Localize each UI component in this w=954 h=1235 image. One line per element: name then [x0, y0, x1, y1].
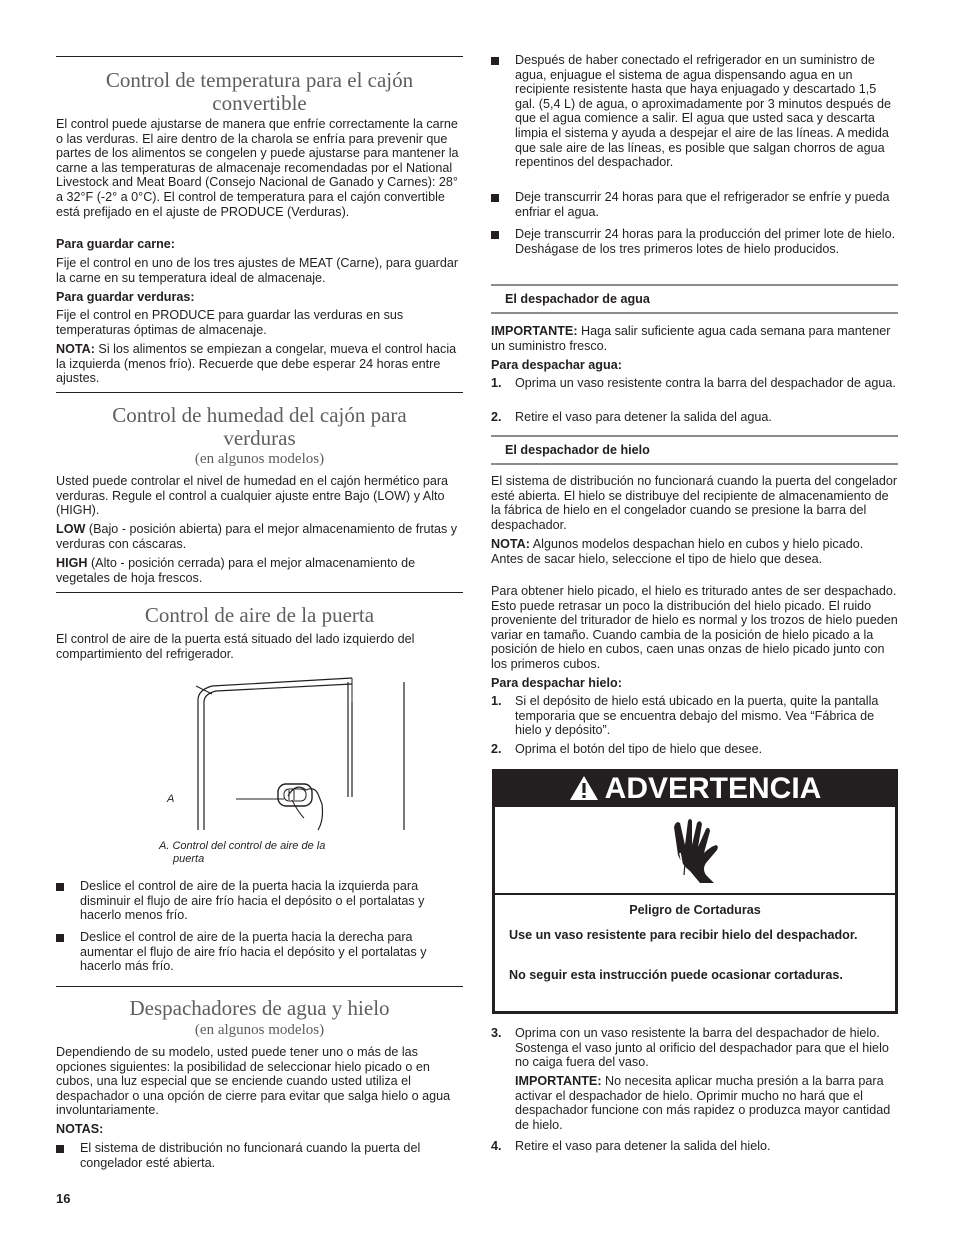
list-item: Deje transcurrir 24 horas para la producción del primer lote de hielo. Deshágase de los tres primeros lotes de hielo producidos. — [491, 227, 898, 256]
section-title-door-air: Control de aire de la puerta — [144, 603, 375, 627]
title-line: verduras — [223, 425, 296, 450]
list-item: Después de haber conectado el refrigerador en un suministro de agua, enjuague el sistema de agua dispensando agua en un recipiente resistente hasta que haya enjuagado y descartado 1,5 gal. (5,4 L) de agua, o aproximadamente por 3 minutos después de que el agua comience a salir. El agua que usted saca y descarta limpia el sistema y ayuda a despejar el aire de las líneas. A medida que sale aire de las líneas, es posible que salgan chorros de agua repentinos del despachador. — [491, 53, 898, 170]
notes-heading: NOTAS: — [56, 1122, 104, 1136]
bullet-icon — [491, 57, 499, 65]
veg-heading: Para guardar verduras: — [56, 290, 195, 304]
important-text: No necesita aplicar mucha presión a la barra para activar el despachador de hielo. Oprimir mucho no hará que el despachador funcione con más rapidez o produzca mayor cantidad de hielo. — [515, 1074, 891, 1132]
high-label: HIGH — [56, 556, 88, 570]
humidity-intro: Usted puede controlar el nivel de humedad en el cajón hermético para verduras. Regule el control a cualquier ajuste entre Bajo (LOW) y Alto (HIGH). — [56, 474, 449, 518]
important-text: Haga salir suficiente agua cada semana para mantener un suministro fresco. — [491, 324, 891, 353]
list-item: Deslice el control de aire de la puerta hacia la izquierda para disminuir el flujo de aire frío hacia el depósito o el portalatas y hacerlo menos frío. — [56, 879, 463, 923]
bullet-icon — [56, 1145, 64, 1153]
warning-triangle-icon — [569, 775, 599, 801]
veg-text: Fije el control en PRODUCE para guardar las verduras en sus temperaturas óptimas de almacenaje. — [56, 308, 404, 337]
caption-line: puerta — [173, 852, 205, 865]
page-number: 16 — [56, 1191, 71, 1206]
humidity-subtitle: (en algunos modelos) — [194, 451, 325, 467]
hazard-label: Peligro de Cortaduras — [629, 903, 761, 917]
bullet-icon — [491, 194, 499, 202]
water-important — [491, 324, 898, 353]
water-dispense-heading: Para despachar agua: — [491, 358, 622, 372]
ice-note — [491, 537, 898, 566]
dispensers-subtitle: (en algunos modelos) — [194, 1022, 325, 1038]
note-text: Algunos modelos despachan hielo en cubos y hielo picado. Antes de sacar hielo, seleccione el tipo de hielo que desea. — [491, 537, 864, 566]
subsection-bar-ice — [491, 435, 898, 465]
list-item: 2. Oprima el botón del tipo de hielo que desee. — [491, 742, 763, 756]
important-label: IMPORTANTE: — [515, 1074, 602, 1088]
section-rule — [56, 56, 463, 57]
subsection-bar-water — [491, 284, 898, 314]
list-item: 1. Oprima un vaso resistente contra la barra del despachador de agua. — [491, 376, 896, 390]
section-rule — [56, 592, 463, 593]
step3-important — [515, 1074, 898, 1132]
note-label: NOTA: — [491, 537, 530, 551]
list-item: El sistema de distribución no funcionará cuando la puerta del congelador esté abierta. — [56, 1141, 463, 1170]
note-text: Si los alimentos se empiezan a congelar, mueva el control hacia la izquierda (menos frío). Recuerde que debe esperar 24 horas entre ajustes. — [56, 342, 457, 386]
bullet-icon — [491, 231, 499, 239]
warning-text-area — [495, 895, 895, 1011]
ice-dispense-heading: Para despachar hielo: — [491, 676, 622, 690]
door-air-control-illustration — [156, 672, 416, 832]
title-line: Control de humedad del cajón para — [112, 403, 407, 427]
section-rule — [56, 986, 463, 987]
temperature-note — [56, 342, 463, 386]
low-text: (Bajo - posición abierta) para el mejor almacenamiento de frutas y verduras con cáscaras. — [56, 522, 458, 551]
dispensers-intro: Dependiendo de su modelo, usted puede tener uno o más de las opciones siguientes: la posibilidad de seleccionar hielo picado o en cubos, una luz especial que se enciende cuando usted utiliza el despachador o una opción de cierre para evitar que salga hielo o agua involuntariamente. — [56, 1045, 451, 1118]
warning-title: ADVERTENCIA — [492, 769, 898, 807]
low-label: LOW — [56, 522, 86, 536]
temperature-intro: El control puede ajustarse de manera que enfríe correctamente la carne o las verduras. El aire dentro de la charola se enfría para prevenir que partes de los alimentos se congelen y puede ajustarse para mantener la carne a las temperaturas de almacenaje recomendadas por el National Livestock and Meat Board (Consejo Nacional de Ganado y Carnes): 28° a 32°F (-2° a 0°C). El control de temperatura para el cajón convertible está prefijado en el ajuste de PRODUCE (Verduras). — [56, 117, 459, 219]
figure-caption — [159, 840, 325, 865]
section-title-dispensers: Despachadores de agua y hielo — [129, 996, 390, 1020]
warning-image-area — [495, 807, 895, 893]
list-item: 1. Si el depósito de hielo está ubicado en la puerta, quite la pantalla temporaria que se encuentra debajo del mismo. Vea “Fábrica de hielo y depósito”. — [491, 694, 879, 738]
important-label: IMPORTANTE: — [491, 324, 578, 338]
figure-label: A — [167, 793, 175, 805]
meat-text: Fije el control en uno de los tres ajustes de MEAT (Carne), para guardar la carne en su temperatura ideal de almacenaje. — [56, 256, 459, 285]
warning-instruction: Use un vaso resistente para recibir hielo del despachador. — [509, 928, 858, 942]
water-heading: El despachador de agua — [505, 292, 650, 306]
ice-heading: El despachador de hielo — [505, 443, 650, 457]
cut-hand-icon — [660, 815, 730, 885]
list-item: 4. Retire el vaso para detener la salida del hielo. — [491, 1139, 771, 1153]
ice-crushed-text: Para obtener hielo picado, el hielo es triturado antes de ser despachado. Esto puede retrasar un poco la distribución del hielo picado. El ruido proveniente del triturador de hielo es normal y los trozos de hielo pueden variar en tamaño. Cuando cambia de la posición de hielo picado a la posición de hielo en cubos, caen unas onzas de hielo picado junto con los primeros cubos. — [491, 584, 898, 671]
ice-intro: El sistema de distribución no funcionará cuando la puerta del congelador esté abierta. El hielo se distribuye del recipiente de almacenamiento de la fábrica de hielo en el congelador cuando se presione la barra del despachador. — [491, 474, 898, 532]
humidity-low — [56, 522, 463, 551]
humidity-high — [56, 556, 463, 585]
section-rule — [56, 392, 463, 393]
list-item: Deslice el control de aire de la puerta hacia la derecha para aumentar el flujo de aire frío hacia el depósito y el portalatas y hacerlo más frío. — [56, 930, 463, 974]
warning-box — [492, 769, 898, 1014]
meat-heading: Para guardar carne: — [56, 237, 175, 251]
list-item: 3. Oprima con un vaso resistente la barra del despachador de hielo. Sostenga el vaso junto al orificio del despachador para que el hielo no caiga fuera del vaso. — [491, 1026, 889, 1070]
door-air-intro: El control de aire de la puerta está situado del lado izquierdo del compartimiento del refrigerador. — [56, 632, 415, 661]
title-line: convertible — [212, 90, 307, 115]
section-title-temperature — [56, 69, 463, 114]
caption-line: A. Control del control de aire de la — [159, 840, 326, 852]
bullet-icon — [56, 883, 64, 891]
list-item: Deje transcurrir 24 horas para que el refrigerador se enfríe y pueda enfriar el agua. — [491, 190, 898, 219]
bullet-icon — [56, 934, 64, 942]
title-line: Control de temperatura para el cajón — [105, 68, 414, 92]
section-title-humidity — [56, 404, 463, 449]
list-item: 2. Retire el vaso para detener la salida del agua. — [491, 410, 772, 424]
note-label: NOTA: — [56, 342, 95, 356]
high-text: (Alto - posición cerrada) para el mejor almacenamiento de vegetales de hoja frescos. — [56, 556, 416, 585]
warning-consequence: No seguir esta instrucción puede ocasionar cortaduras. — [509, 968, 843, 982]
